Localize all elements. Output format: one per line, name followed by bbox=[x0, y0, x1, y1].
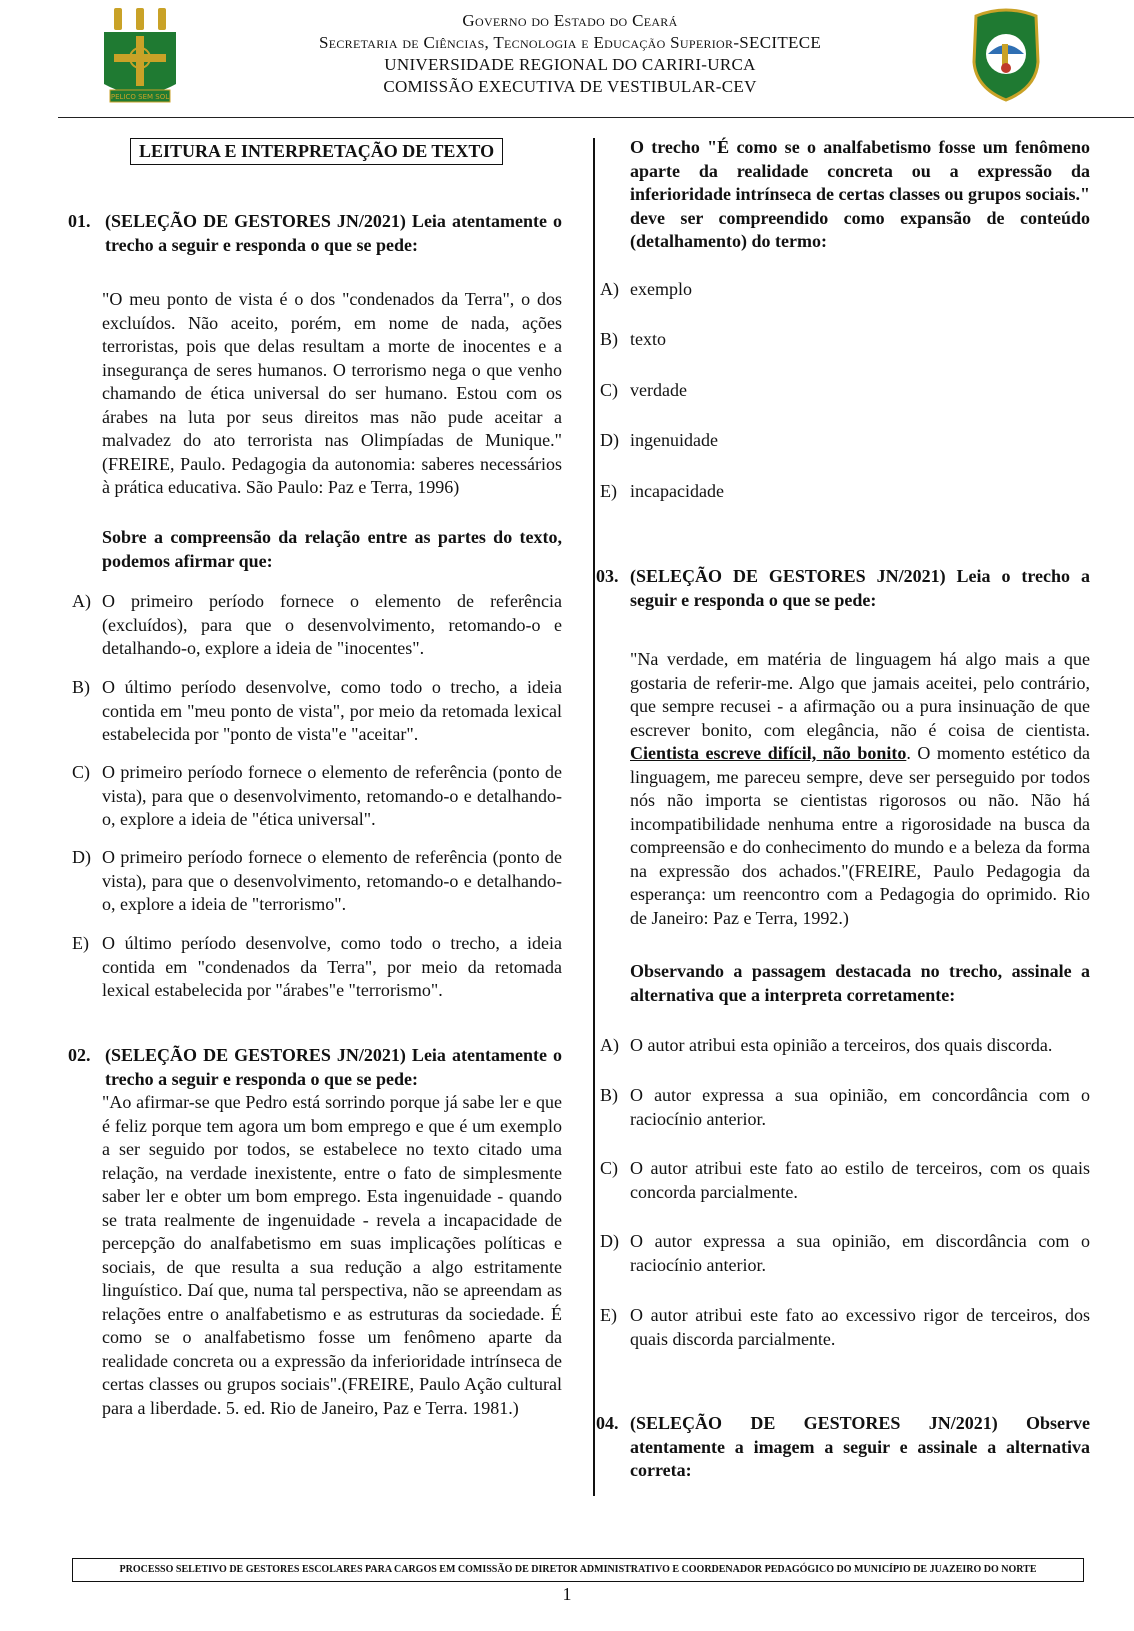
question-2-option-e[interactable] bbox=[600, 480, 1090, 504]
question-1-option-a[interactable] bbox=[72, 590, 562, 661]
option-text: O autor atribui esta opinião a terceiros, dos quais discorda. bbox=[630, 1035, 1053, 1055]
question-number: 03. bbox=[596, 566, 619, 586]
question-1-option-c[interactable] bbox=[72, 761, 562, 832]
question-2-option-b[interactable] bbox=[600, 328, 1090, 352]
header-line-1: Governo do Estado do Ceará bbox=[462, 11, 678, 30]
option-text: O último período desenvolve, como todo o trecho, a ideia contida em "meu ponto de vista", por meio da retomada lexical estabelecida por "ponto de vista"e "aceitar". bbox=[102, 677, 562, 744]
header-line-2: Secretaria de Ciências, Tecnologia e Educação Superior-SECITECE bbox=[318, 33, 822, 52]
question-2-option-d[interactable] bbox=[600, 429, 1090, 453]
option-label: A) bbox=[72, 591, 91, 611]
option-text: incapacidade bbox=[630, 481, 724, 501]
section-title: LEITURA E INTERPRETAÇÃO DE TEXTO bbox=[130, 138, 503, 165]
question-3-option-a[interactable] bbox=[600, 1034, 1090, 1058]
option-text: O primeiro período fornece o elemento de referência (ponto de vista), para que o desenvolvimento, retomando-o e detalhando-o, explore a ideia de "terrorismo". bbox=[102, 847, 562, 914]
question-number: 02. bbox=[68, 1045, 91, 1065]
page-number: 1 bbox=[562, 1584, 572, 1604]
question-3-prompt: Observando a passagem destacada no trecho, assinale a alternativa que a interpreta corretamente: bbox=[630, 961, 1090, 1005]
question-statement: (SELEÇÃO DE GESTORES JN/2021) Observe atentamente a imagem a seguir e assinale a alternativa correta: bbox=[630, 1413, 1090, 1480]
question-statement: (SELEÇÃO DE GESTORES JN/2021) Leia atentamente o trecho a seguir e responda o que se pede: bbox=[105, 1045, 562, 1089]
question-3-option-c[interactable] bbox=[600, 1157, 1090, 1204]
question-2-option-c[interactable] bbox=[600, 379, 1090, 403]
option-text: verdade bbox=[630, 380, 687, 400]
question-statement: (SELEÇÃO DE GESTORES JN/2021) Leia o trecho a seguir e responda o que se pede: bbox=[630, 566, 1090, 610]
option-text: exemplo bbox=[630, 279, 692, 299]
question-2-prompt: O trecho "É como se o analfabetismo fosse um fenômeno aparte da realidade concreta ou a expressão da inferioridade intrínseca de certas classes ou grupos sociais." deve ser compreendido como expansão de conteúdo (detalhamento) do termo: bbox=[630, 137, 1090, 251]
option-label: E) bbox=[600, 1305, 617, 1325]
question-3-option-d[interactable] bbox=[600, 1230, 1090, 1277]
question-1-option-b[interactable] bbox=[72, 676, 562, 747]
header-text bbox=[190, 10, 950, 98]
question-3-quote bbox=[630, 648, 1090, 930]
option-text: O autor expressa a sua opinião, em concordância com o raciocínio anterior. bbox=[630, 1085, 1090, 1129]
option-label: D) bbox=[72, 847, 91, 867]
question-2-quote: "Ao afirmar-se que Pedro está sorrindo porque já sabe ler e que é feliz porque tem agora um bom emprego e que é um exemplo a ser seguido por todos, se estabelece no texto citado uma relação, na verdade inexistente, entre o fato de simplesmente saber ler e obter um bom emprego. Esta ingenuidade - quando se trata realmente de ingenuidade - revela a incapacidade de percepção do analfabetismo em suas implicações políticas e sociais, de que resulta a sua redução a algo estritamente linguístico. Daí que, numa tal perspectiva, não se apreendam as relações entre o analfabetismo e as estruturas da sociedade. É como se o analfabetismo fosse um fenômeno aparte da realidade concreta ou a expressão da inferioridade intrínseca de certas classes ou grupos sociais".(FREIRE, Paulo Ação cultural para a liberdade. 5. ed. Rio de Janeiro, Paz e Terra. 1981.) bbox=[102, 1092, 562, 1418]
question-3-header bbox=[596, 565, 1090, 612]
question-statement: (SELEÇÃO DE GESTORES JN/2021) Leia atentamente o trecho a seguir e responda o que se pede: bbox=[105, 211, 562, 255]
option-text: O autor atribui este fato ao excessivo rigor de terceiros, dos quais discorda parcialmente. bbox=[630, 1305, 1090, 1349]
option-label: A) bbox=[600, 279, 619, 299]
footer-banner: PROCESSO SELETIVO DE GESTORES ESCOLARES PARA CARGOS EM COMISSÃO DE DIRETOR ADMINISTRATIVO E COORDENADOR PEDAGÓGICO DO MUNICÍPIO DE JUAZEIRO DO NORTE bbox=[72, 1558, 1084, 1582]
question-2-header bbox=[68, 1044, 562, 1091]
urca-logo bbox=[100, 6, 180, 108]
quote-text: "Na verdade, em matéria de linguagem há algo mais a que gostaria de referir-me. Algo que jamais aceitei, pelo contrário, que sempre recusei - a afirmação ou a pura insinuação de que escrever bonito, com elegância, não é coisa de cientista. bbox=[630, 649, 1090, 740]
option-label: E) bbox=[600, 481, 617, 501]
question-1-quote: "O meu ponto de vista é o dos "condenados da Terra", o dos excluídos. Não aceito, porém, em nome de nada, ações terroristas, pois que delas resultam a morte de inocentes e a insegurança de seres humanos. O terrorismo nega o que venho chamando de ética universal do ser humano. Estou com os árabes na luta por seus direitos mas não pude aceitar a malvadez do ato terrorista nas Olimpíadas de Munique." (FREIRE, Paulo. Pedagogia da autonomia: saberes necessários à prática educativa. São Paulo: Paz e Terra, 1996) bbox=[102, 289, 562, 497]
header-rule bbox=[58, 117, 1134, 118]
option-label: D) bbox=[600, 430, 619, 450]
quote-text: . O momento estético da linguagem, me pareceu sempre, deve ser perseguido por todos nós não importa se cientistas rigorosos ou não. Não há incompatibilidade nenhuma entre a rigorosidade na busca da compreensão e do conhecimento do mundo e a beleza da forma na expressão dos achados."(FREIRE, Paulo Pedagogia da esperança: um reencontro com a Pedagogia do oprimido. Rio de Janeiro: Paz e Terra, 1992.) bbox=[630, 743, 1090, 928]
option-text: O autor atribui este fato ao estilo de terceiros, com os quais concorda parcialmente. bbox=[630, 1158, 1090, 1202]
header-line-4: COMISSÃO EXECUTIVA DE VESTIBULAR-CEV bbox=[383, 77, 757, 96]
header bbox=[0, 0, 1134, 118]
option-text: O primeiro período fornece o elemento de referência (ponto de vista), para que o desenvolvimento, retomando-o e detalhando-o, explore a ideia de "ética universal". bbox=[102, 762, 562, 829]
option-text: ingenuidade bbox=[630, 430, 718, 450]
question-number: 04. bbox=[596, 1413, 619, 1433]
option-label: C) bbox=[600, 1158, 618, 1178]
ceara-crest-icon bbox=[968, 6, 1044, 102]
option-label: E) bbox=[72, 933, 89, 953]
question-1-option-e[interactable] bbox=[72, 932, 562, 1003]
question-1-option-d[interactable] bbox=[72, 846, 562, 917]
question-number: 01. bbox=[68, 211, 91, 231]
question-1-prompt: Sobre a compreensão da relação entre as partes do texto, podemos afirmar que: bbox=[102, 527, 562, 571]
question-3-option-e[interactable] bbox=[600, 1304, 1090, 1351]
question-2-option-a[interactable] bbox=[600, 278, 1090, 302]
column-divider bbox=[593, 138, 595, 1496]
option-label: D) bbox=[600, 1231, 619, 1251]
option-label: B) bbox=[600, 329, 618, 349]
option-text: O autor expressa a sua opinião, em discordância com o raciocínio anterior. bbox=[630, 1231, 1090, 1275]
option-text: O último período desenvolve, como todo o trecho, a ideia contida em "condenados da Terra", por meio da retomada lexical estabelecida por "árabes"e "terrorismo". bbox=[102, 933, 562, 1000]
question-3-option-b[interactable] bbox=[600, 1084, 1090, 1131]
option-text: texto bbox=[630, 329, 666, 349]
option-label: C) bbox=[600, 380, 618, 400]
question-1-header bbox=[68, 210, 562, 257]
option-text: O primeiro período fornece o elemento de referência (excluídos), para que o desenvolvimento, retomando-o e detalhando-o, explore a ideia de "inocentes". bbox=[102, 591, 562, 658]
header-line-3: UNIVERSIDADE REGIONAL DO CARIRI-URCA bbox=[384, 55, 756, 74]
option-label: B) bbox=[72, 677, 90, 697]
option-label: C) bbox=[72, 762, 90, 782]
option-label: A) bbox=[600, 1035, 619, 1055]
option-label: B) bbox=[600, 1085, 618, 1105]
highlighted-passage: Cientista escreve difícil, não bonito bbox=[630, 743, 907, 763]
question-4-header bbox=[596, 1412, 1090, 1483]
svg-text:PELICO SEM SOL: PELICO SEM SOL bbox=[110, 93, 170, 101]
